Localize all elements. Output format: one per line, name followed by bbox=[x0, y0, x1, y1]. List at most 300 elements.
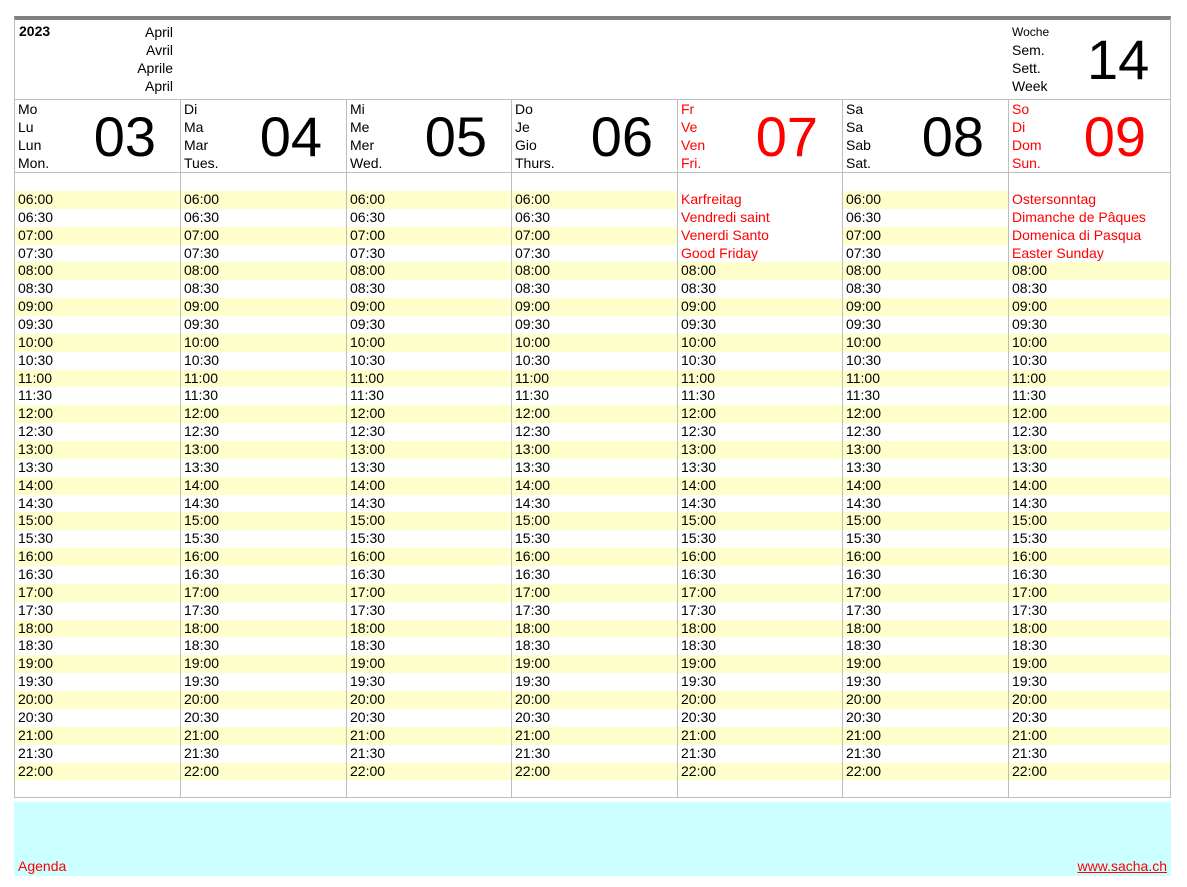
time-slot[interactable]: 12:30 bbox=[1012, 423, 1048, 440]
time-slot[interactable]: 14:30 bbox=[515, 494, 551, 511]
time-slot[interactable]: 13:30 bbox=[846, 458, 882, 475]
time-slot[interactable]: 21:00 bbox=[678, 727, 842, 745]
day-name: Thurs. bbox=[515, 155, 555, 171]
day-name: Mi bbox=[350, 101, 365, 117]
time-slot[interactable]: 11:00 bbox=[678, 370, 842, 388]
time-slot[interactable]: 06:30 bbox=[846, 208, 882, 225]
time-slot[interactable]: 18:30 bbox=[846, 637, 882, 654]
time-slot[interactable]: 15:30 bbox=[515, 530, 551, 547]
time-slot[interactable]: 07:30 bbox=[846, 244, 882, 261]
time-slot[interactable]: 08:30 bbox=[515, 280, 551, 297]
time-slot[interactable]: 07:00 bbox=[347, 227, 511, 245]
time-slot[interactable]: 13:30 bbox=[515, 458, 551, 475]
time-slots bbox=[347, 191, 511, 780]
day-name: Wed. bbox=[350, 155, 383, 171]
time-slot[interactable]: 10:00 bbox=[678, 334, 842, 352]
time-slot[interactable]: 12:00 bbox=[1009, 405, 1170, 423]
time-slot[interactable]: 07:30 bbox=[184, 244, 220, 261]
time-slot[interactable]: 17:30 bbox=[350, 601, 386, 618]
day-header bbox=[843, 100, 1008, 173]
time-slot[interactable]: 19:30 bbox=[846, 673, 882, 690]
time-slot[interactable]: 08:30 bbox=[681, 280, 717, 297]
time-slot[interactable]: 10:00 bbox=[512, 334, 677, 352]
time-slot[interactable]: 06:00 bbox=[512, 191, 677, 209]
time-slot[interactable]: 17:00 bbox=[1009, 584, 1170, 602]
day-number: 05 bbox=[424, 105, 487, 168]
time-slot[interactable]: 17:30 bbox=[184, 601, 220, 618]
week-label-de: Woche bbox=[1012, 25, 1050, 39]
time-slot[interactable]: 18:30 bbox=[18, 637, 54, 654]
day-name: Fri. bbox=[681, 155, 702, 171]
time-slot[interactable]: 07:00 bbox=[15, 227, 180, 245]
time-slot[interactable]: 14:30 bbox=[1012, 494, 1048, 511]
time-slot[interactable]: 08:00 bbox=[678, 262, 842, 280]
time-slot[interactable]: 11:00 bbox=[1009, 370, 1170, 388]
time-slot[interactable]: 06:30 bbox=[184, 208, 220, 225]
time-slot[interactable]: 18:00 bbox=[181, 620, 346, 638]
time-slot[interactable]: 09:00 bbox=[843, 298, 1008, 316]
day-column bbox=[842, 100, 1008, 798]
time-slot[interactable]: 12:30 bbox=[681, 423, 717, 440]
time-slot[interactable]: 17:00 bbox=[347, 584, 511, 602]
day-names bbox=[350, 100, 382, 172]
day-names bbox=[18, 100, 49, 172]
time-slot[interactable]: 15:30 bbox=[184, 530, 220, 547]
day-header bbox=[347, 100, 511, 173]
time-slot[interactable]: 21:30 bbox=[350, 744, 386, 761]
day-number: 06 bbox=[590, 105, 653, 168]
time-slot[interactable]: 11:30 bbox=[515, 387, 549, 404]
day-name: Ven bbox=[681, 137, 706, 153]
time-slot[interactable]: 16:30 bbox=[1012, 566, 1048, 583]
holiday-name[interactable]: Good Friday bbox=[678, 245, 842, 263]
time-slot[interactable]: 14:30 bbox=[18, 494, 54, 511]
time-slot[interactable]: 16:00 bbox=[347, 548, 511, 566]
holiday-name[interactable]: Venerdi Santo bbox=[678, 227, 842, 245]
time-slot[interactable]: 12:00 bbox=[843, 405, 1008, 423]
time-slot[interactable]: 19:30 bbox=[350, 673, 386, 690]
time-slot[interactable]: 08:30 bbox=[184, 280, 220, 297]
time-slot[interactable]: 06:30 bbox=[350, 208, 386, 225]
time-slot[interactable]: 16:00 bbox=[678, 548, 842, 566]
time-slot[interactable]: 10:00 bbox=[1009, 334, 1170, 352]
day-number: 07 bbox=[755, 105, 818, 168]
time-slot[interactable]: 13:00 bbox=[1009, 441, 1170, 459]
day-name: Sa bbox=[846, 101, 864, 117]
time-slot[interactable]: 10:00 bbox=[843, 334, 1008, 352]
time-slot[interactable]: 11:30 bbox=[184, 387, 218, 404]
time-slot[interactable]: 11:30 bbox=[350, 387, 384, 404]
time-slots bbox=[843, 191, 1008, 780]
time-slot[interactable]: 10:00 bbox=[15, 334, 180, 352]
time-slot[interactable]: 20:00 bbox=[1009, 691, 1170, 709]
time-slot[interactable]: 19:30 bbox=[1012, 673, 1048, 690]
time-slot[interactable]: 14:00 bbox=[347, 477, 511, 495]
time-slot[interactable]: 06:00 bbox=[181, 191, 346, 209]
day-name: Tues. bbox=[184, 155, 219, 171]
time-slot[interactable]: 09:00 bbox=[512, 298, 677, 316]
time-slot[interactable]: 18:00 bbox=[678, 620, 842, 638]
holiday-name[interactable]: Vendredi saint bbox=[678, 209, 842, 227]
time-slot[interactable]: 20:30 bbox=[1012, 708, 1048, 725]
time-slot[interactable]: 09:30 bbox=[350, 316, 386, 333]
time-slot[interactable]: 21:00 bbox=[1009, 727, 1170, 745]
time-slot[interactable]: 08:30 bbox=[1012, 280, 1048, 297]
time-slot[interactable]: 10:30 bbox=[681, 351, 717, 368]
time-slot[interactable]: 18:00 bbox=[15, 620, 180, 638]
time-slot[interactable]: 17:30 bbox=[681, 601, 717, 618]
time-slots bbox=[15, 191, 180, 780]
day-name: Ma bbox=[184, 119, 204, 135]
time-slot[interactable]: 15:30 bbox=[18, 530, 54, 547]
time-slot[interactable]: 15:00 bbox=[843, 512, 1008, 530]
day-names bbox=[681, 100, 705, 172]
time-slot[interactable]: 13:30 bbox=[184, 458, 220, 475]
time-slot[interactable]: 12:00 bbox=[678, 405, 842, 423]
time-slot[interactable]: 22:00 bbox=[347, 763, 511, 781]
time-slot[interactable]: 09:30 bbox=[681, 316, 717, 333]
time-slot[interactable]: 13:00 bbox=[843, 441, 1008, 459]
time-slot[interactable]: 12:30 bbox=[846, 423, 882, 440]
time-slot[interactable]: 15:00 bbox=[15, 512, 180, 530]
time-slot[interactable]: 20:00 bbox=[347, 691, 511, 709]
time-slot[interactable]: 14:30 bbox=[846, 494, 882, 511]
time-slot[interactable]: 06:30 bbox=[515, 208, 551, 225]
holiday-name[interactable]: Karfreitag bbox=[678, 191, 842, 209]
time-slot[interactable]: 06:00 bbox=[15, 191, 180, 209]
time-slot[interactable]: 19:00 bbox=[512, 655, 677, 673]
time-slot[interactable]: 11:30 bbox=[18, 387, 52, 404]
time-slot[interactable]: 14:00 bbox=[678, 477, 842, 495]
time-slot[interactable]: 20:00 bbox=[15, 691, 180, 709]
time-slot[interactable]: 17:00 bbox=[181, 584, 346, 602]
day-name: Ve bbox=[681, 119, 698, 135]
time-slot[interactable]: 12:00 bbox=[181, 405, 346, 423]
time-slot[interactable]: 14:30 bbox=[184, 494, 220, 511]
time-slot[interactable]: 08:00 bbox=[843, 262, 1008, 280]
time-slot[interactable]: 14:00 bbox=[15, 477, 180, 495]
time-slot[interactable]: 17:00 bbox=[512, 584, 677, 602]
time-slot[interactable]: 20:30 bbox=[515, 708, 551, 725]
time-slot[interactable]: 09:30 bbox=[515, 316, 551, 333]
day-name: Mon. bbox=[18, 155, 50, 171]
time-slot[interactable]: 19:00 bbox=[181, 655, 346, 673]
time-slot[interactable]: 22:00 bbox=[512, 763, 677, 781]
day-name: Mar bbox=[184, 137, 209, 153]
day-name: Sat. bbox=[846, 155, 871, 171]
time-slot[interactable]: 07:30 bbox=[350, 244, 386, 261]
time-slot[interactable]: 19:00 bbox=[347, 655, 511, 673]
time-slot[interactable]: 09:00 bbox=[15, 298, 180, 316]
day-number: 04 bbox=[259, 105, 322, 168]
time-slot[interactable]: 15:00 bbox=[1009, 512, 1170, 530]
time-slot[interactable]: 14:30 bbox=[681, 494, 717, 511]
time-slot[interactable]: 12:00 bbox=[15, 405, 180, 423]
time-slot[interactable]: 20:30 bbox=[18, 708, 54, 725]
day-number: 08 bbox=[921, 105, 984, 168]
time-slot[interactable]: 07:30 bbox=[18, 244, 54, 261]
time-slot[interactable]: 11:00 bbox=[15, 370, 180, 388]
time-slot[interactable]: 11:00 bbox=[512, 370, 677, 388]
time-slot[interactable]: 18:30 bbox=[1012, 637, 1048, 654]
time-slot[interactable]: 11:00 bbox=[347, 370, 511, 388]
time-slot[interactable]: 12:30 bbox=[350, 423, 386, 440]
time-slot[interactable]: 14:00 bbox=[181, 477, 346, 495]
year-label: 2023 bbox=[19, 23, 51, 39]
website-link[interactable]: www.sacha.ch bbox=[1077, 858, 1167, 874]
time-slot[interactable]: 17:30 bbox=[515, 601, 551, 618]
holiday-name[interactable]: Domenica di Pasqua bbox=[1009, 227, 1170, 245]
time-slot[interactable]: 10:30 bbox=[1012, 351, 1048, 368]
day-column bbox=[346, 100, 511, 798]
agenda-label: Agenda bbox=[18, 858, 67, 874]
week-number: 14 bbox=[1087, 28, 1150, 91]
time-slot[interactable]: 18:30 bbox=[350, 637, 386, 654]
day-names bbox=[184, 100, 219, 172]
time-slot[interactable]: 16:30 bbox=[350, 566, 386, 583]
time-slot[interactable]: 13:30 bbox=[350, 458, 386, 475]
time-slot[interactable]: 10:30 bbox=[184, 351, 220, 368]
time-slot[interactable]: 20:30 bbox=[681, 708, 717, 725]
time-slot[interactable]: 18:00 bbox=[1009, 620, 1170, 638]
time-slot[interactable]: 13:00 bbox=[347, 441, 511, 459]
day-header bbox=[678, 100, 842, 173]
time-slot[interactable]: 13:00 bbox=[678, 441, 842, 459]
time-slot[interactable]: 06:00 bbox=[347, 191, 511, 209]
month-label-de: April bbox=[144, 24, 173, 40]
time-slot[interactable]: 18:30 bbox=[515, 637, 551, 654]
time-slot[interactable]: 20:00 bbox=[678, 691, 842, 709]
time-slots bbox=[512, 191, 677, 780]
time-slot[interactable]: 13:30 bbox=[18, 458, 54, 475]
time-slot[interactable]: 08:00 bbox=[15, 262, 180, 280]
day-name: Me bbox=[350, 119, 370, 135]
time-slot[interactable]: 20:00 bbox=[512, 691, 677, 709]
time-slot[interactable]: 09:30 bbox=[846, 316, 882, 333]
time-slot[interactable]: 12:30 bbox=[184, 423, 220, 440]
day-number: 09 bbox=[1083, 105, 1146, 168]
time-slot[interactable]: 08:00 bbox=[347, 262, 511, 280]
time-slot[interactable]: 10:30 bbox=[846, 351, 882, 368]
time-slot[interactable]: 22:00 bbox=[1009, 763, 1170, 781]
agenda-area[interactable] bbox=[14, 802, 1171, 876]
time-slot[interactable]: 17:00 bbox=[843, 584, 1008, 602]
time-slot[interactable]: 07:00 bbox=[843, 227, 1008, 245]
day-column bbox=[1008, 100, 1170, 798]
time-slot[interactable]: 22:00 bbox=[843, 763, 1008, 781]
time-slot[interactable]: 11:00 bbox=[843, 370, 1008, 388]
time-slot[interactable]: 19:00 bbox=[1009, 655, 1170, 673]
month-labels bbox=[135, 23, 173, 95]
time-slot[interactable]: 13:00 bbox=[15, 441, 180, 459]
day-name: Je bbox=[515, 119, 530, 135]
time-slot[interactable]: 10:30 bbox=[350, 351, 386, 368]
time-slot[interactable]: 19:00 bbox=[15, 655, 180, 673]
day-names bbox=[1012, 100, 1042, 172]
week-labels bbox=[1012, 23, 1049, 95]
time-slot[interactable]: 09:00 bbox=[678, 298, 842, 316]
day-header bbox=[1009, 100, 1170, 173]
time-slot[interactable]: 16:30 bbox=[846, 566, 882, 583]
time-slot[interactable]: 07:30 bbox=[515, 244, 551, 261]
time-slot[interactable]: 16:00 bbox=[512, 548, 677, 566]
time-slot[interactable]: 15:00 bbox=[347, 512, 511, 530]
time-slot[interactable]: 08:30 bbox=[350, 280, 386, 297]
time-slot[interactable]: 21:00 bbox=[181, 727, 346, 745]
time-slot[interactable]: 13:00 bbox=[512, 441, 677, 459]
time-slot[interactable]: 09:00 bbox=[347, 298, 511, 316]
time-slot[interactable]: 20:30 bbox=[846, 708, 882, 725]
time-slot[interactable]: 20:30 bbox=[350, 708, 386, 725]
time-slot[interactable]: 08:30 bbox=[846, 280, 882, 297]
day-column bbox=[511, 100, 677, 798]
time-slot[interactable]: 15:30 bbox=[1012, 530, 1048, 547]
time-slot[interactable]: 10:00 bbox=[347, 334, 511, 352]
time-slot[interactable]: 16:30 bbox=[681, 566, 717, 583]
time-slot[interactable]: 17:30 bbox=[18, 601, 54, 618]
time-slot[interactable]: 20:00 bbox=[843, 691, 1008, 709]
time-slot[interactable]: 15:30 bbox=[846, 530, 882, 547]
time-slot[interactable]: 21:00 bbox=[512, 727, 677, 745]
time-slot[interactable]: 13:30 bbox=[681, 458, 717, 475]
week-label-it: Sett. bbox=[1012, 60, 1041, 76]
time-slot[interactable]: 18:00 bbox=[347, 620, 511, 638]
time-slot[interactable]: 08:30 bbox=[18, 280, 54, 297]
day-names bbox=[846, 100, 871, 172]
day-header bbox=[181, 100, 346, 173]
time-slot[interactable]: 18:30 bbox=[681, 637, 717, 654]
time-slot[interactable]: 09:30 bbox=[184, 316, 220, 333]
time-slot[interactable]: 18:30 bbox=[184, 637, 220, 654]
time-slot[interactable]: 19:30 bbox=[184, 673, 220, 690]
day-column bbox=[15, 100, 180, 798]
time-slot[interactable]: 15:30 bbox=[350, 530, 386, 547]
time-slot[interactable]: 15:00 bbox=[678, 512, 842, 530]
time-slot[interactable]: 12:00 bbox=[512, 405, 677, 423]
time-slot[interactable]: 16:00 bbox=[15, 548, 180, 566]
holiday-name[interactable]: Ostersonntag bbox=[1009, 191, 1170, 209]
time-slot[interactable]: 15:30 bbox=[681, 530, 717, 547]
day-number: 03 bbox=[93, 105, 156, 168]
time-slot[interactable]: 16:00 bbox=[181, 548, 346, 566]
time-slot[interactable]: 17:00 bbox=[678, 584, 842, 602]
time-slot[interactable]: 16:00 bbox=[843, 548, 1008, 566]
week-label-fr: Sem. bbox=[1012, 42, 1045, 58]
time-slot[interactable]: 09:00 bbox=[181, 298, 346, 316]
time-slot[interactable]: 18:00 bbox=[512, 620, 677, 638]
time-slots bbox=[1009, 191, 1170, 780]
time-slot[interactable]: 09:30 bbox=[18, 316, 54, 333]
day-column bbox=[180, 100, 346, 798]
month-label-fr: Avril bbox=[146, 42, 173, 58]
time-slot[interactable]: 12:30 bbox=[18, 423, 54, 440]
time-slot[interactable]: 16:30 bbox=[515, 566, 551, 583]
time-slot[interactable]: 20:30 bbox=[184, 708, 220, 725]
time-slot[interactable]: 10:30 bbox=[515, 351, 551, 368]
time-slot[interactable]: 21:30 bbox=[846, 744, 882, 761]
time-slot[interactable]: 14:00 bbox=[1009, 477, 1170, 495]
time-slot[interactable]: 21:30 bbox=[681, 744, 717, 761]
time-slot[interactable]: 11:30 bbox=[846, 387, 880, 404]
holiday-name[interactable]: Dimanche de Pâques bbox=[1009, 209, 1170, 227]
time-slot[interactable]: 19:00 bbox=[678, 655, 842, 673]
time-slot[interactable]: 09:00 bbox=[1009, 298, 1170, 316]
time-slot[interactable]: 22:00 bbox=[181, 763, 346, 781]
time-slot[interactable]: 21:30 bbox=[1012, 744, 1048, 761]
time-slot[interactable]: 16:30 bbox=[18, 566, 54, 583]
time-slot[interactable]: 21:30 bbox=[184, 744, 220, 761]
day-name: Lu bbox=[18, 119, 34, 135]
time-slot[interactable]: 19:30 bbox=[681, 673, 717, 690]
time-slot[interactable]: 07:00 bbox=[512, 227, 677, 245]
time-slot[interactable]: 21:30 bbox=[515, 744, 551, 761]
time-slot[interactable]: 14:00 bbox=[843, 477, 1008, 495]
time-slot[interactable]: 17:30 bbox=[1012, 601, 1048, 618]
time-slot[interactable]: 19:30 bbox=[515, 673, 551, 690]
day-column bbox=[677, 100, 842, 798]
weekly-planner-sheet bbox=[14, 16, 1171, 798]
time-slot[interactable]: 17:00 bbox=[15, 584, 180, 602]
time-slot[interactable]: 21:00 bbox=[843, 727, 1008, 745]
day-name: Sab bbox=[846, 137, 871, 153]
time-slot[interactable]: 08:00 bbox=[181, 262, 346, 280]
day-name: Gio bbox=[515, 137, 537, 153]
time-slot[interactable]: 09:30 bbox=[1012, 316, 1048, 333]
time-slot[interactable]: 11:30 bbox=[1012, 387, 1046, 404]
time-slot[interactable]: 13:00 bbox=[181, 441, 346, 459]
time-slot[interactable]: 19:00 bbox=[843, 655, 1008, 673]
day-names bbox=[515, 100, 555, 172]
time-slot[interactable]: 22:00 bbox=[678, 763, 842, 781]
week-label-en: Week bbox=[1012, 78, 1048, 94]
time-slot[interactable]: 15:00 bbox=[181, 512, 346, 530]
time-slots bbox=[678, 191, 842, 780]
time-slot[interactable]: 11:00 bbox=[181, 370, 346, 388]
time-slot[interactable]: 14:30 bbox=[350, 494, 386, 511]
time-slot[interactable]: 21:00 bbox=[347, 727, 511, 745]
time-slot[interactable]: 16:00 bbox=[1009, 548, 1170, 566]
time-slot[interactable]: 20:00 bbox=[181, 691, 346, 709]
time-slot[interactable]: 19:30 bbox=[18, 673, 54, 690]
time-slot[interactable]: 17:30 bbox=[846, 601, 882, 618]
time-slot[interactable]: 06:30 bbox=[18, 208, 54, 225]
time-slot[interactable]: 12:00 bbox=[347, 405, 511, 423]
time-slot[interactable]: 21:30 bbox=[18, 744, 54, 761]
time-slot[interactable]: 21:00 bbox=[15, 727, 180, 745]
day-name: So bbox=[1012, 101, 1030, 117]
time-slot[interactable]: 08:00 bbox=[1009, 262, 1170, 280]
time-slot[interactable]: 10:00 bbox=[181, 334, 346, 352]
time-slot[interactable]: 14:00 bbox=[512, 477, 677, 495]
time-slot[interactable]: 11:30 bbox=[681, 387, 715, 404]
time-slot[interactable]: 07:00 bbox=[181, 227, 346, 245]
time-slot[interactable]: 18:00 bbox=[843, 620, 1008, 638]
time-slots bbox=[181, 191, 346, 780]
time-slot[interactable]: 08:00 bbox=[512, 262, 677, 280]
time-slot[interactable]: 06:00 bbox=[843, 191, 1008, 209]
time-slot[interactable]: 22:00 bbox=[15, 763, 180, 781]
day-name: Do bbox=[515, 101, 533, 117]
holiday-name[interactable]: Easter Sunday bbox=[1009, 245, 1170, 263]
time-slot[interactable]: 10:30 bbox=[18, 351, 54, 368]
time-slot[interactable]: 12:30 bbox=[515, 423, 551, 440]
time-slot[interactable]: 16:30 bbox=[184, 566, 220, 583]
time-slot[interactable]: 15:00 bbox=[512, 512, 677, 530]
time-slot[interactable]: 13:30 bbox=[1012, 458, 1048, 475]
day-name: Di bbox=[184, 101, 198, 117]
day-name: Fr bbox=[681, 101, 695, 117]
day-name: Di bbox=[1012, 119, 1026, 135]
